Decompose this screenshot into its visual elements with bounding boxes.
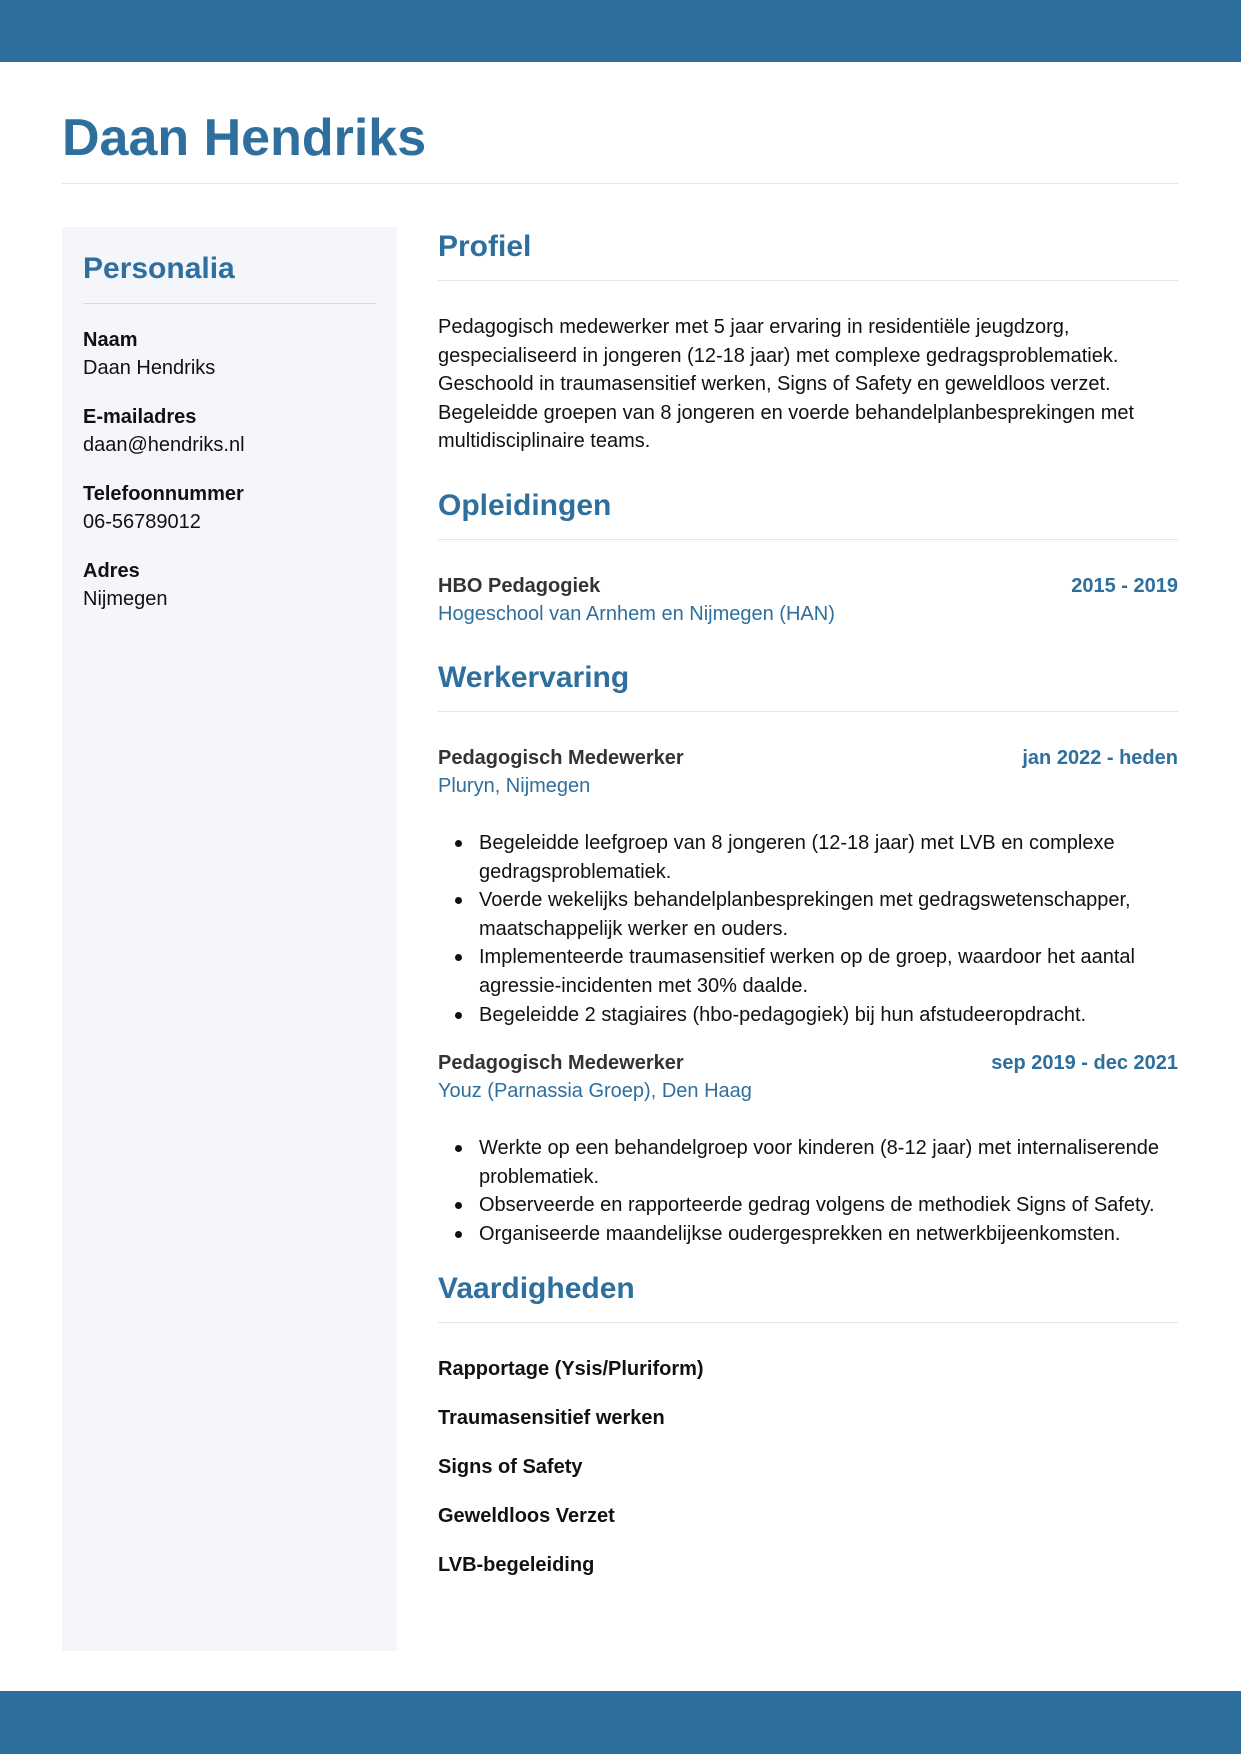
- skill-item: LVB-begeleiding: [438, 1553, 595, 1576]
- list-item: Organiseerde maandelijkse oudergesprekken en netwerkbijeenkomsten.: [438, 1220, 1178, 1249]
- bullet-icon: [455, 897, 462, 904]
- entry-date: sep 2019 - dec 2021: [991, 1052, 1178, 1075]
- info-address: [83, 557, 376, 613]
- entry-date: 2015 - 2019: [1071, 574, 1178, 597]
- bullet-icon: [455, 954, 462, 961]
- bullet-icon: [455, 1202, 462, 1209]
- info-email: [83, 403, 376, 459]
- list-item: Werkte op een behandelgroep voor kinderen (8-12 jaar) met internaliserende problematiek.: [438, 1134, 1178, 1191]
- entry-title: HBO Pedagogiek: [438, 574, 601, 597]
- sidebar-title: Personalia: [83, 249, 376, 304]
- info-label: Naam: [83, 329, 138, 351]
- entry-date: jan 2022 - heden: [1022, 746, 1178, 769]
- skill-item: Geweldloos Verzet: [438, 1504, 615, 1527]
- entry-title: Pedagogisch Medewerker: [438, 746, 684, 769]
- info-value: Daan Hendriks: [83, 357, 216, 379]
- section-title: Opleidingen: [438, 486, 1178, 540]
- main-content: [438, 227, 1178, 1609]
- profile-section: [438, 227, 1178, 456]
- skill-item: Rapportage (Ysis/Pluriform): [438, 1357, 704, 1380]
- personal-info-sidebar: [62, 227, 397, 1651]
- list-item: Observeerde en rapporteerde gedrag volgens de methodiek Signs of Safety.: [438, 1191, 1178, 1220]
- page-title: Daan Hendriks: [62, 109, 427, 167]
- entry-title: Pedagogisch Medewerker: [438, 1052, 684, 1075]
- entry-organization: Hogeschool van Arnhem en Nijmegen (HAN): [438, 602, 835, 625]
- bullet-icon: [455, 1231, 462, 1238]
- info-value: Nijmegen: [83, 588, 168, 610]
- entry-bullets: [438, 829, 1178, 1029]
- list-item: Begeleidde leefgroep van 8 jongeren (12-18 jaar) met LVB en complexe gedragsproblematiek.: [438, 829, 1178, 886]
- bullet-icon: [455, 1145, 462, 1152]
- top-banner: [0, 0, 1241, 62]
- info-label: E-mailadres: [83, 406, 197, 428]
- info-label: Telefoonnummer: [83, 483, 244, 505]
- bullet-icon: [455, 840, 462, 847]
- entry-bullets: [438, 1134, 1178, 1248]
- section-title: Werkervaring: [438, 658, 1178, 712]
- title-divider: [62, 183, 1178, 184]
- info-value: 06-56789012: [83, 511, 201, 533]
- info-name: [83, 326, 376, 382]
- skills-section: [438, 1269, 1178, 1579]
- skill-item: Traumasensitief werken: [438, 1406, 665, 1429]
- entry-organization: Pluryn, Nijmegen: [438, 774, 591, 797]
- skill-item: Signs of Safety: [438, 1455, 583, 1478]
- education-section: [438, 486, 1178, 628]
- info-phone: [83, 480, 376, 536]
- info-label: Adres: [83, 560, 140, 582]
- list-item: Voerde wekelijks behandelplanbesprekingen met gedragswetenschapper, maatschappelijk werker en ouders.: [438, 886, 1178, 943]
- profile-text: Pedagogisch medewerker met 5 jaar ervaring in residentiële jeugdzorg, gespecialiseerd in jongeren (12-18 jaar) met complexe gedragsproblematiek. Geschoold in traumasensitief werken, Signs of Safety en geweldloos verzet. Begeleidde groepen van 8 jongeren en voerde behandelplanbesprekingen met multidisciplinaire teams.: [438, 316, 1135, 453]
- bullet-icon: [455, 1012, 462, 1019]
- experience-entry: [438, 1049, 1178, 1248]
- section-title: Vaardigheden: [438, 1269, 1178, 1323]
- bottom-banner: [0, 1691, 1241, 1754]
- entry-organization: Youz (Parnassia Groep), Den Haag: [438, 1080, 752, 1103]
- info-value: daan@hendriks.nl: [83, 434, 245, 456]
- list-item: Implementeerde traumasensitief werken op de groep, waardoor het aantal agressie-incidenten met 30% daalde.: [438, 943, 1178, 1000]
- list-item: Begeleidde 2 stagiaires (hbo-pedagogiek) bij hun afstudeeropdracht.: [438, 1001, 1178, 1030]
- education-entry: [438, 572, 1178, 628]
- experience-entry: [438, 744, 1178, 1029]
- section-title: Profiel: [438, 227, 1178, 281]
- experience-section: [438, 658, 1178, 1249]
